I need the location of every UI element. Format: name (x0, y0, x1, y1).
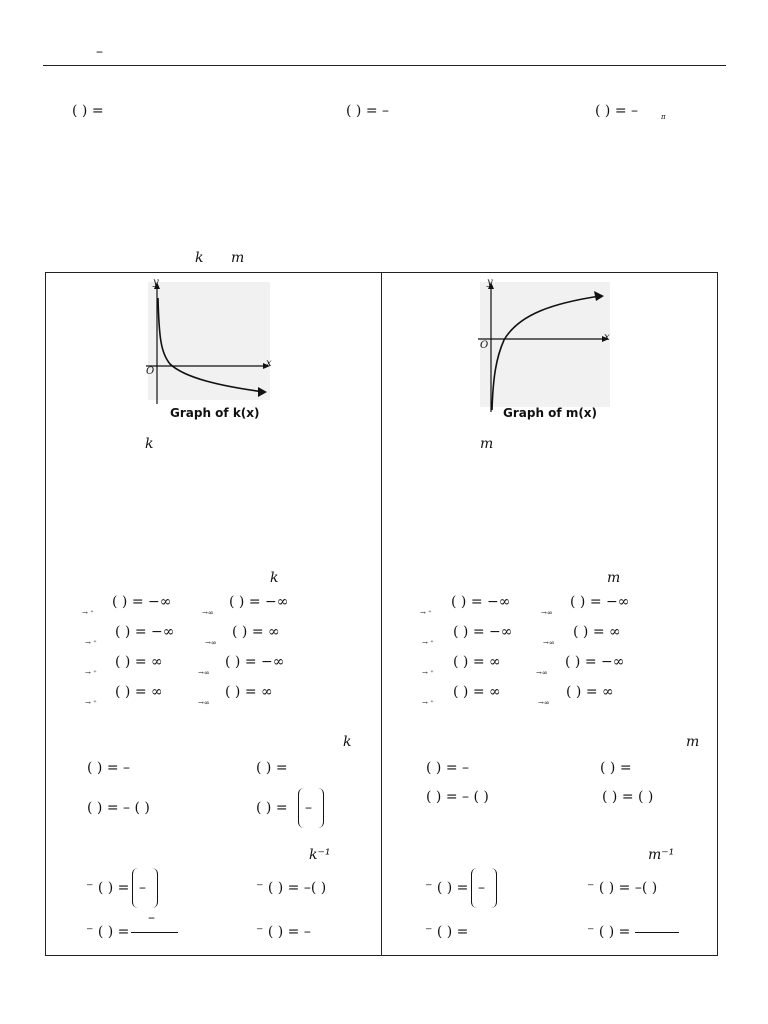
left-limits-title: k (270, 570, 279, 586)
right-limit-eq-1: ( ) = −∞ (451, 594, 511, 610)
right-inverse-4-fraction-bar (635, 932, 679, 933)
right-inverse-4: ⁻ ( ) = (587, 924, 631, 940)
right-limit-arrow-1: → ⁺ (420, 609, 432, 617)
right-forms-title: m (686, 734, 700, 750)
left-limit-arrow-3: → ⁺ (85, 669, 97, 677)
left-limit-arrow-1: → ⁺ (82, 609, 94, 617)
left-limit-arrow-2: → ⁺ (85, 639, 97, 647)
left-inverse-2: ⁻ ( ) = –( ) (256, 880, 327, 896)
left-limit-right-arrow-1: →∞ (202, 609, 214, 617)
left-limit-arrow-4: → ⁺ (85, 699, 97, 707)
left-inverse-1: ⁻ ( ) = (86, 880, 130, 896)
right-inverse-2: ⁻ ( ) = –( ) (587, 880, 658, 896)
header-dash: – (96, 44, 103, 60)
left-inverse-3-numerator: – (148, 910, 155, 926)
intro-equation-3: ( ) = – (595, 103, 639, 119)
right-limit-arrow-3: → ⁺ (422, 669, 434, 677)
intro-equation-2: ( ) = – (346, 103, 390, 119)
intro-equation-1: ( ) = (72, 103, 104, 119)
left-inverse-1-inner: – (139, 880, 146, 896)
right-limit-right-arrow-4: →∞ (538, 699, 550, 707)
caption-k: k (195, 250, 204, 266)
right-inverse-3: ⁻ ( ) = (425, 924, 469, 940)
right-limit-right-eq-4: ( ) = ∞ (566, 684, 614, 700)
intro-pi-symbol: π (661, 113, 666, 121)
right-form-3: ( ) = – ( ) (426, 789, 489, 805)
left-form-4-inner: – (305, 800, 312, 816)
right-limits-title: m (607, 570, 621, 586)
right-inverse-1: ⁻ ( ) = (425, 880, 469, 896)
right-inverse-title: m⁻¹ (648, 847, 675, 863)
left-form-2: ( ) = (256, 760, 288, 776)
right-form-4: ( ) = ( ) (602, 789, 654, 805)
left-limit-right-arrow-3: →∞ (198, 669, 210, 677)
left-limit-eq-3: ( ) = ∞ (115, 654, 163, 670)
right-limit-right-arrow-2: →∞ (543, 639, 555, 647)
right-form-1: ( ) = – (426, 760, 470, 776)
right-limit-right-arrow-1: →∞ (541, 609, 553, 617)
left-forms-title: k (343, 734, 352, 750)
right-limit-arrow-2: → ⁺ (422, 639, 434, 647)
graph-m-origin: O (480, 340, 489, 351)
graph-m-caption: Graph of m(x) (503, 406, 598, 420)
right-limit-eq-3: ( ) = ∞ (453, 654, 501, 670)
left-form-3: ( ) = – ( ) (87, 800, 150, 816)
caption-m: m (231, 250, 245, 266)
left-limit-eq-1: ( ) = −∞ (112, 594, 172, 610)
left-limit-right-eq-2: ( ) = ∞ (232, 624, 280, 640)
left-inverse-title: k⁻¹ (309, 847, 331, 863)
right-limit-right-eq-2: ( ) = ∞ (573, 624, 621, 640)
graph-m-x-label: x (604, 332, 610, 343)
right-limit-right-eq-1: ( ) = −∞ (570, 594, 630, 610)
left-limit-right-eq-3: ( ) = −∞ (225, 654, 285, 670)
right-limit-eq-4: ( ) = ∞ (453, 684, 501, 700)
right-limit-arrow-4: → ⁺ (422, 699, 434, 707)
right-limit-right-eq-3: ( ) = −∞ (565, 654, 625, 670)
table-divider (381, 272, 382, 956)
header-rule (43, 65, 726, 66)
left-inverse-3: ⁻ ( ) = (86, 924, 130, 940)
right-form-2: ( ) = (600, 760, 632, 776)
left-limit-eq-2: ( ) = −∞ (115, 624, 175, 640)
left-inverse-4: ⁻ ( ) = – (256, 924, 311, 940)
graph-k (140, 278, 275, 408)
left-form-4: ( ) = (256, 800, 288, 816)
right-func-label: m (480, 436, 494, 452)
left-limit-eq-4: ( ) = ∞ (115, 684, 163, 700)
left-form-1: ( ) = – (87, 760, 131, 776)
right-limit-eq-2: ( ) = −∞ (453, 624, 513, 640)
graph-k-caption: Graph of k(x) (170, 406, 260, 420)
left-limit-right-eq-4: ( ) = ∞ (225, 684, 273, 700)
left-limit-right-arrow-2: →∞ (205, 639, 217, 647)
graph-m (474, 278, 614, 413)
left-limit-right-arrow-4: →∞ (198, 699, 210, 707)
graph-k-origin: O (146, 366, 155, 377)
graph-m-y-label: y (487, 277, 493, 288)
right-inverse-1-inner: – (478, 880, 485, 896)
left-limit-right-eq-1: ( ) = −∞ (229, 594, 289, 610)
left-inverse-3-fraction-bar (131, 932, 178, 933)
graph-k-y-label: y (153, 277, 159, 288)
graph-k-x-label: x (266, 358, 272, 369)
right-limit-right-arrow-3: →∞ (536, 669, 548, 677)
left-func-label: k (145, 436, 154, 452)
